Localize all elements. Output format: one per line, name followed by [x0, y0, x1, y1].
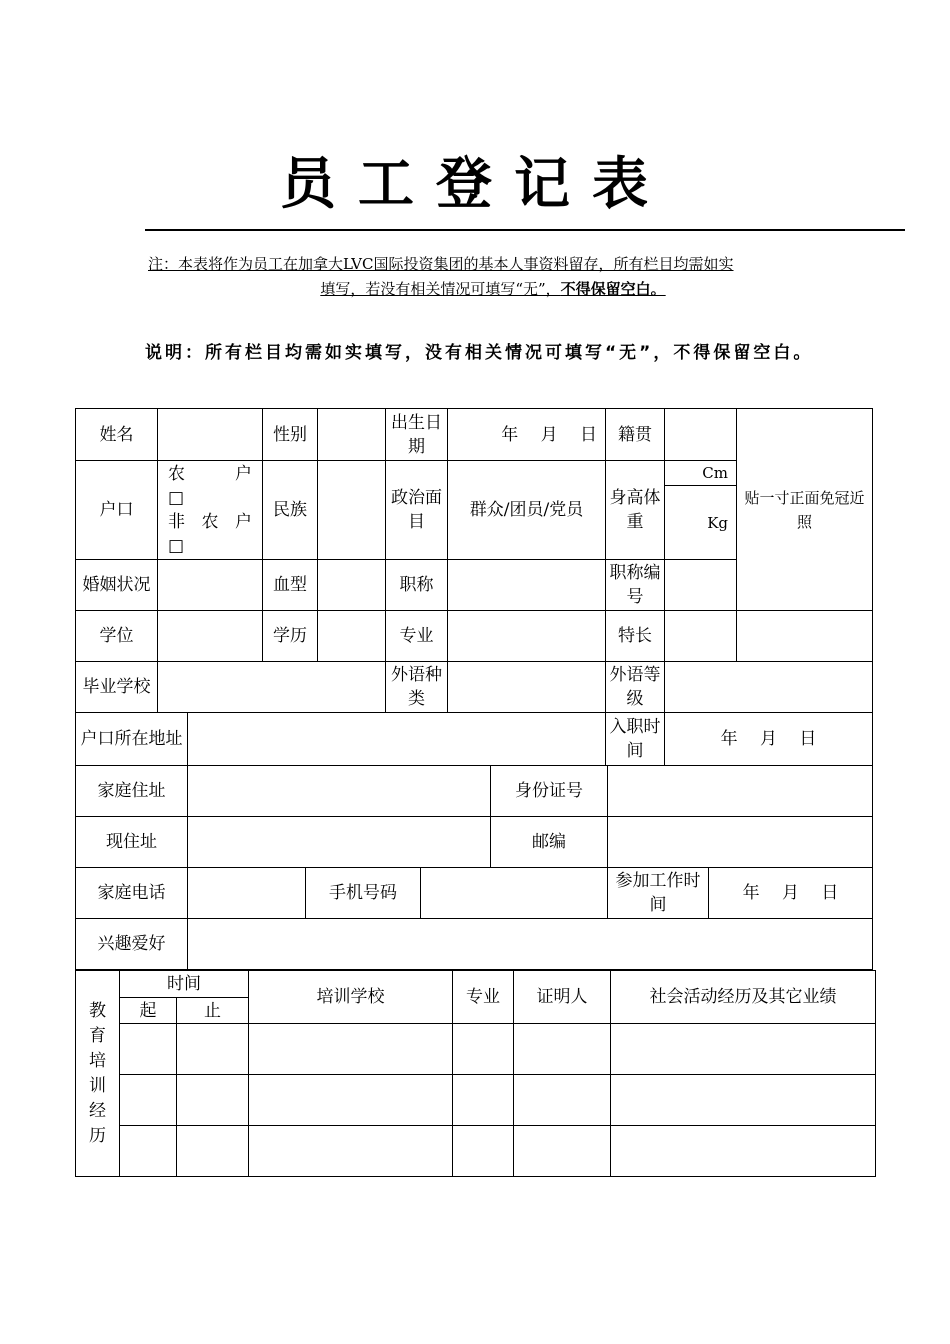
cell-witness[interactable] [514, 1024, 611, 1075]
explanation: 说明：所有栏目均需如实填写，没有相关情况可填写“无”，不得保留空白。 [145, 343, 814, 363]
input-work-start[interactable]: 年 月 日 [709, 868, 873, 919]
label-language-level: 外语等级 [606, 662, 665, 713]
cell-start[interactable] [120, 1126, 177, 1177]
label-foreign-language: 外语种类 [386, 662, 448, 713]
input-id-number[interactable] [608, 766, 873, 817]
input-title-number[interactable] [665, 560, 737, 611]
label-native-place: 籍贯 [606, 409, 665, 461]
label-work-start: 参加工作时间 [608, 868, 709, 919]
input-specialty[interactable] [665, 611, 737, 662]
note-line1: 注：本表将作为员工在加拿大LVC国际投资集团的基本人事资料留存，所有栏目均需如实 [148, 255, 734, 273]
input-name[interactable] [158, 409, 263, 461]
cell-activities[interactable] [611, 1024, 876, 1075]
photo-box-base [737, 611, 873, 662]
cell-major[interactable] [453, 1075, 514, 1126]
label-hobbies: 兴趣爱好 [76, 919, 188, 970]
input-current-address[interactable] [188, 817, 491, 868]
cell-school[interactable] [249, 1075, 453, 1126]
input-education[interactable] [318, 611, 386, 662]
cell-activities[interactable] [611, 1126, 876, 1177]
page-title: 员工登记表 [280, 152, 670, 217]
label-degree: 学位 [76, 611, 158, 662]
label-name: 姓名 [76, 409, 158, 461]
label-blood-type: 血型 [263, 560, 318, 611]
label-current-address: 现住址 [76, 817, 188, 868]
header-school: 培训学校 [249, 971, 453, 1024]
cell-end[interactable] [177, 1024, 249, 1075]
input-weight[interactable]: Kg [665, 486, 737, 560]
input-native-place[interactable] [665, 409, 737, 461]
label-time: 时间 [120, 971, 249, 998]
input-degree[interactable] [158, 611, 263, 662]
label-birth-date: 出生日期 [386, 409, 448, 461]
title-divider [145, 229, 905, 231]
employee-form-table [75, 408, 873, 766]
cell-start[interactable] [120, 1075, 177, 1126]
input-hobbies[interactable] [188, 919, 873, 970]
label-political-status: 政治面目 [386, 461, 448, 560]
header-end: 止 [177, 998, 249, 1024]
header-activities: 社会活动经历及其它业绩 [611, 971, 876, 1024]
note-line2: 填写，若没有相关情况可填写“无”，不得保留空白。 [320, 280, 666, 298]
label-specialty: 特长 [606, 611, 665, 662]
label-home-address: 家庭住址 [76, 766, 188, 817]
input-join-date[interactable]: 年 月 日 [665, 713, 873, 766]
header-start: 起 [120, 998, 177, 1024]
cell-end[interactable] [177, 1075, 249, 1126]
label-hukou-address: 户口所在地址 [76, 713, 188, 766]
input-height[interactable]: Cm [665, 461, 737, 486]
label-ethnicity: 民族 [263, 461, 318, 560]
input-hukou-address[interactable] [188, 713, 606, 766]
table-row [76, 1024, 876, 1075]
input-home-phone[interactable] [188, 868, 306, 919]
cell-school[interactable] [249, 1024, 453, 1075]
label-major: 专业 [386, 611, 448, 662]
cell-start[interactable] [120, 1024, 177, 1075]
input-major[interactable] [448, 611, 606, 662]
label-postcode: 邮编 [491, 817, 608, 868]
cell-witness[interactable] [514, 1126, 611, 1177]
label-mobile: 手机号码 [306, 868, 421, 919]
cell-end[interactable] [177, 1126, 249, 1177]
input-language-level[interactable] [665, 662, 873, 713]
label-title-number: 职称编号 [606, 560, 665, 611]
label-gender: 性别 [263, 409, 318, 461]
header-major: 专业 [453, 971, 514, 1024]
label-hukou: 户口 [76, 461, 158, 560]
input-marital-status[interactable] [158, 560, 263, 611]
input-blood-type[interactable] [318, 560, 386, 611]
label-job-title: 职称 [386, 560, 448, 611]
input-job-title[interactable] [448, 560, 606, 611]
education-table [75, 970, 876, 1177]
input-mobile[interactable] [421, 868, 608, 919]
table-row [76, 1126, 876, 1177]
photo-box[interactable]: 贴一寸正面免冠近照 [737, 409, 873, 611]
label-home-phone: 家庭电话 [76, 868, 188, 919]
input-graduated-school[interactable] [158, 662, 386, 713]
cell-major[interactable] [453, 1024, 514, 1075]
note [148, 252, 808, 302]
table-row [76, 1075, 876, 1126]
cell-witness[interactable] [514, 1075, 611, 1126]
label-graduated-school: 毕业学校 [76, 662, 158, 713]
label-education: 学历 [263, 611, 318, 662]
hukou-options[interactable]: 农 户 □ 非 农 户 □ [158, 461, 263, 560]
cell-major[interactable] [453, 1126, 514, 1177]
header-witness: 证明人 [514, 971, 611, 1024]
label-marital-status: 婚姻状况 [76, 560, 158, 611]
label-education-history: 教育培训经历 [76, 971, 120, 1177]
input-home-address[interactable] [188, 766, 491, 817]
label-join-date: 入职时间 [606, 713, 665, 766]
label-id-number: 身份证号 [491, 766, 608, 817]
input-gender[interactable] [318, 409, 386, 461]
input-foreign-language[interactable] [448, 662, 606, 713]
input-postcode[interactable] [608, 817, 873, 868]
cell-school[interactable] [249, 1126, 453, 1177]
input-ethnicity[interactable] [318, 461, 386, 560]
cell-activities[interactable] [611, 1075, 876, 1126]
input-political-status[interactable]: 群众/团员/党员 [448, 461, 606, 560]
label-height-weight: 身高体重 [606, 461, 665, 560]
input-birth-date[interactable]: 年 月 日 [448, 409, 606, 461]
address-table [75, 765, 873, 970]
